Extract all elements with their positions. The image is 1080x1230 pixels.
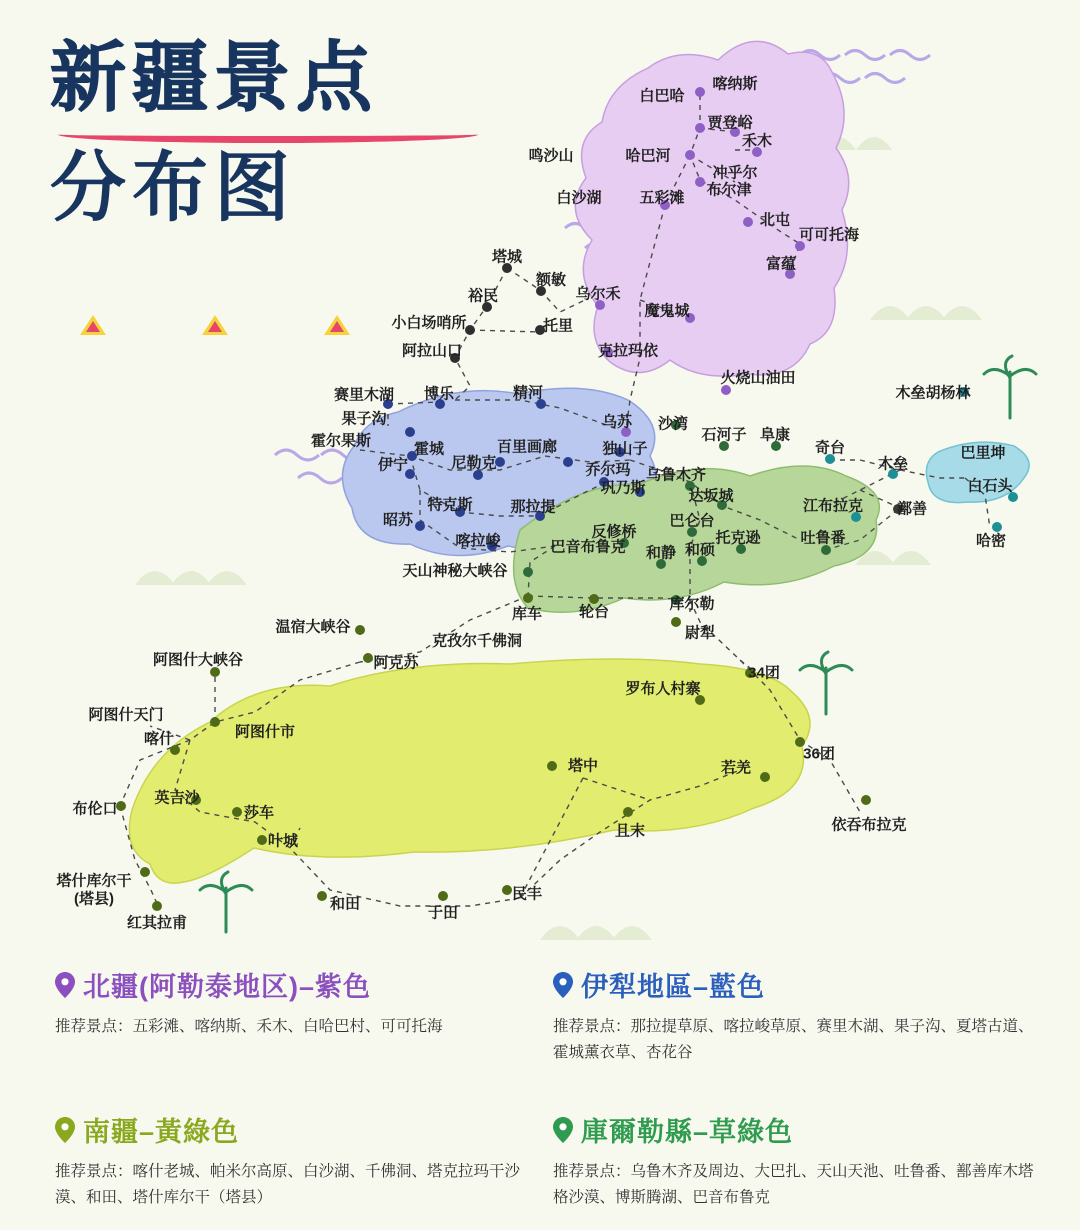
map-label: 天山神秘大峡谷	[402, 562, 508, 580]
map-label: 沙湾	[657, 415, 689, 433]
map-label: 红其拉甫	[126, 914, 188, 932]
map-label: 赛里木湖	[333, 386, 395, 404]
map-label: 那拉提	[510, 498, 556, 516]
map-label: 霍城	[413, 440, 445, 458]
legend-item-south	[55, 1110, 545, 1211]
map-label: 乌鲁木齐	[645, 466, 707, 484]
legend-recommend-label: 推荐景点：	[553, 1163, 631, 1180]
map-label: 阿图什市	[234, 723, 296, 741]
map-label: 喀纳斯	[712, 75, 758, 93]
legend-title: 南疆–黃綠色	[83, 1117, 240, 1147]
map-label: 民丰	[511, 885, 543, 903]
map-label: 鸣沙山	[528, 147, 574, 165]
map-label: 克孜尔千佛洞	[431, 632, 523, 650]
map-label: 阜康	[759, 426, 791, 444]
map-pin-icon	[553, 1117, 573, 1143]
map-label: 富蕴	[765, 255, 797, 273]
map-label: 鄯善	[896, 500, 928, 518]
map-label: 木垒胡杨林	[895, 384, 971, 402]
legend-body	[55, 1014, 545, 1040]
map-label: 五彩滩	[639, 189, 685, 207]
map-label: 巴里坤	[960, 444, 1006, 462]
map-label: 冲乎尔	[712, 164, 758, 182]
map-label: 布伦口	[72, 800, 118, 818]
title-line-2: 分布图	[50, 146, 296, 231]
map-label: 禾木	[741, 132, 773, 150]
map-pin-icon	[553, 972, 573, 998]
map-label: 34团	[748, 664, 780, 682]
map-label: 轮台	[578, 603, 610, 621]
map-label: 巴音布鲁克	[550, 538, 626, 556]
map-label: 乌苏	[601, 413, 633, 431]
legend-spots: 喀什老城、帕米尔高原、白沙湖、千佛洞、塔克拉玛干沙漠、和田、塔什库尔干（塔县）	[55, 1163, 521, 1206]
map-label: 莎车	[243, 804, 275, 822]
map-label: 巩乃斯	[600, 479, 646, 497]
map-label: 白沙湖	[556, 189, 602, 207]
map-label: 哈巴河	[625, 147, 671, 165]
map-label: 阿图什大峡谷	[152, 651, 244, 669]
legend-title: 庫爾勒縣–草綠色	[581, 1117, 794, 1147]
map-label: 塔城	[491, 248, 523, 266]
map-pin-icon	[55, 972, 75, 998]
legend-recommend-label: 推荐景点：	[55, 1018, 133, 1035]
map-label: (塔县)	[74, 890, 114, 908]
map-label: 巴仑台	[669, 512, 715, 530]
map-label: 尼勒克	[451, 454, 497, 472]
map-label: 北屯	[759, 211, 791, 229]
map-label: 温宿大峡谷	[275, 618, 351, 636]
legend-title: 伊犁地區–藍色	[581, 972, 766, 1002]
map-label: 奇台	[814, 439, 846, 457]
map-label: 阿图什天门	[88, 706, 164, 724]
map-label: 罗布人村寨	[625, 680, 701, 698]
map-label: 江布拉克	[802, 497, 864, 515]
legend-recommend-label: 推荐景点：	[55, 1163, 133, 1180]
legend-spots: 五彩滩、喀纳斯、禾木、白哈巴村、可可托海	[132, 1018, 443, 1035]
map-label: 尉犁	[684, 624, 716, 642]
map-label: 和田	[329, 895, 361, 913]
map-label: 昭苏	[382, 511, 414, 529]
map-label: 魔鬼城	[644, 302, 690, 320]
map-label: 喀什	[143, 730, 175, 748]
map-label: 伊宁	[377, 456, 409, 474]
title-line-1: 新疆景点	[50, 36, 378, 121]
legend-body	[553, 1014, 1043, 1066]
map-label: 霍尔果斯	[310, 432, 372, 450]
map-label: 托里	[542, 317, 574, 335]
map-label: 库车	[511, 605, 543, 623]
map-label: 火烧山油田	[720, 369, 796, 387]
map-label: 阿克苏	[373, 654, 419, 672]
legend-item-korla	[553, 1110, 1043, 1211]
legend-title: 北疆(阿勒泰地区)–紫色	[83, 972, 371, 1002]
map-label: 裕民	[467, 287, 499, 305]
map-label: 和静	[645, 544, 677, 562]
map-label: 哈密	[975, 532, 1007, 550]
legend-recommend-label: 推荐景点：	[553, 1018, 631, 1035]
map-label: 石河子	[701, 426, 747, 444]
map-label: 可可托海	[798, 226, 860, 244]
map-label: 叶城	[267, 832, 299, 850]
legend-body	[55, 1159, 545, 1211]
map-label: 英吉沙	[154, 789, 200, 807]
map-pin-icon	[55, 1117, 75, 1143]
map-label: 独山子	[602, 440, 648, 458]
map-label: 乔尔玛	[585, 461, 631, 479]
map-label: 布尔津	[706, 181, 752, 199]
map-label: 乌尔禾	[575, 285, 621, 303]
map-label: 达坂城	[688, 487, 734, 505]
map-label: 喀拉峻	[455, 532, 501, 550]
map-label: 36团	[803, 745, 835, 763]
map-label: 额敏	[535, 271, 567, 289]
map-label: 依吞布拉克	[831, 816, 907, 834]
map-label: 且末	[614, 822, 646, 840]
legend-spots: 乌鲁木齐及周边、大巴扎、天山天池、吐鲁番、鄯善库木塔格沙漠、博斯腾湖、巴音布鲁克	[553, 1163, 1034, 1206]
map-label: 反修桥	[591, 523, 637, 541]
map-label: 果子沟	[341, 410, 387, 428]
map-label: 百里画廊	[496, 438, 558, 456]
map-label: 托克逊	[715, 529, 761, 547]
map-label: 塔什库尔干	[56, 872, 132, 890]
map-label: 贾登峪	[707, 114, 753, 132]
map-label: 小白场哨所	[391, 314, 467, 332]
map-label: 精河	[512, 384, 544, 402]
map-label: 特克斯	[427, 496, 473, 514]
map-label: 克拉玛依	[597, 342, 659, 360]
map-label: 白石头	[967, 477, 1013, 495]
map-label: 博乐	[423, 385, 455, 403]
legend-item-north	[55, 965, 545, 1040]
map-label: 吐鲁番	[800, 529, 846, 547]
legend-spots: 那拉提草原、喀拉峻草原、赛里木湖、果子沟、夏塔古道、霍城薰衣草、杏花谷	[553, 1018, 1034, 1061]
map-label: 若羌	[720, 759, 752, 777]
map-label: 木垒	[877, 455, 909, 473]
map-label: 白巴哈	[639, 87, 685, 105]
map-label: 阿拉山口	[401, 342, 463, 360]
map-label: 于田	[427, 904, 459, 922]
map-label: 和硕	[684, 541, 716, 559]
legend-item-ili	[553, 965, 1043, 1066]
map-label: 库尔勒	[669, 595, 715, 613]
map-label: 塔中	[567, 757, 599, 775]
legend-body	[553, 1159, 1043, 1211]
